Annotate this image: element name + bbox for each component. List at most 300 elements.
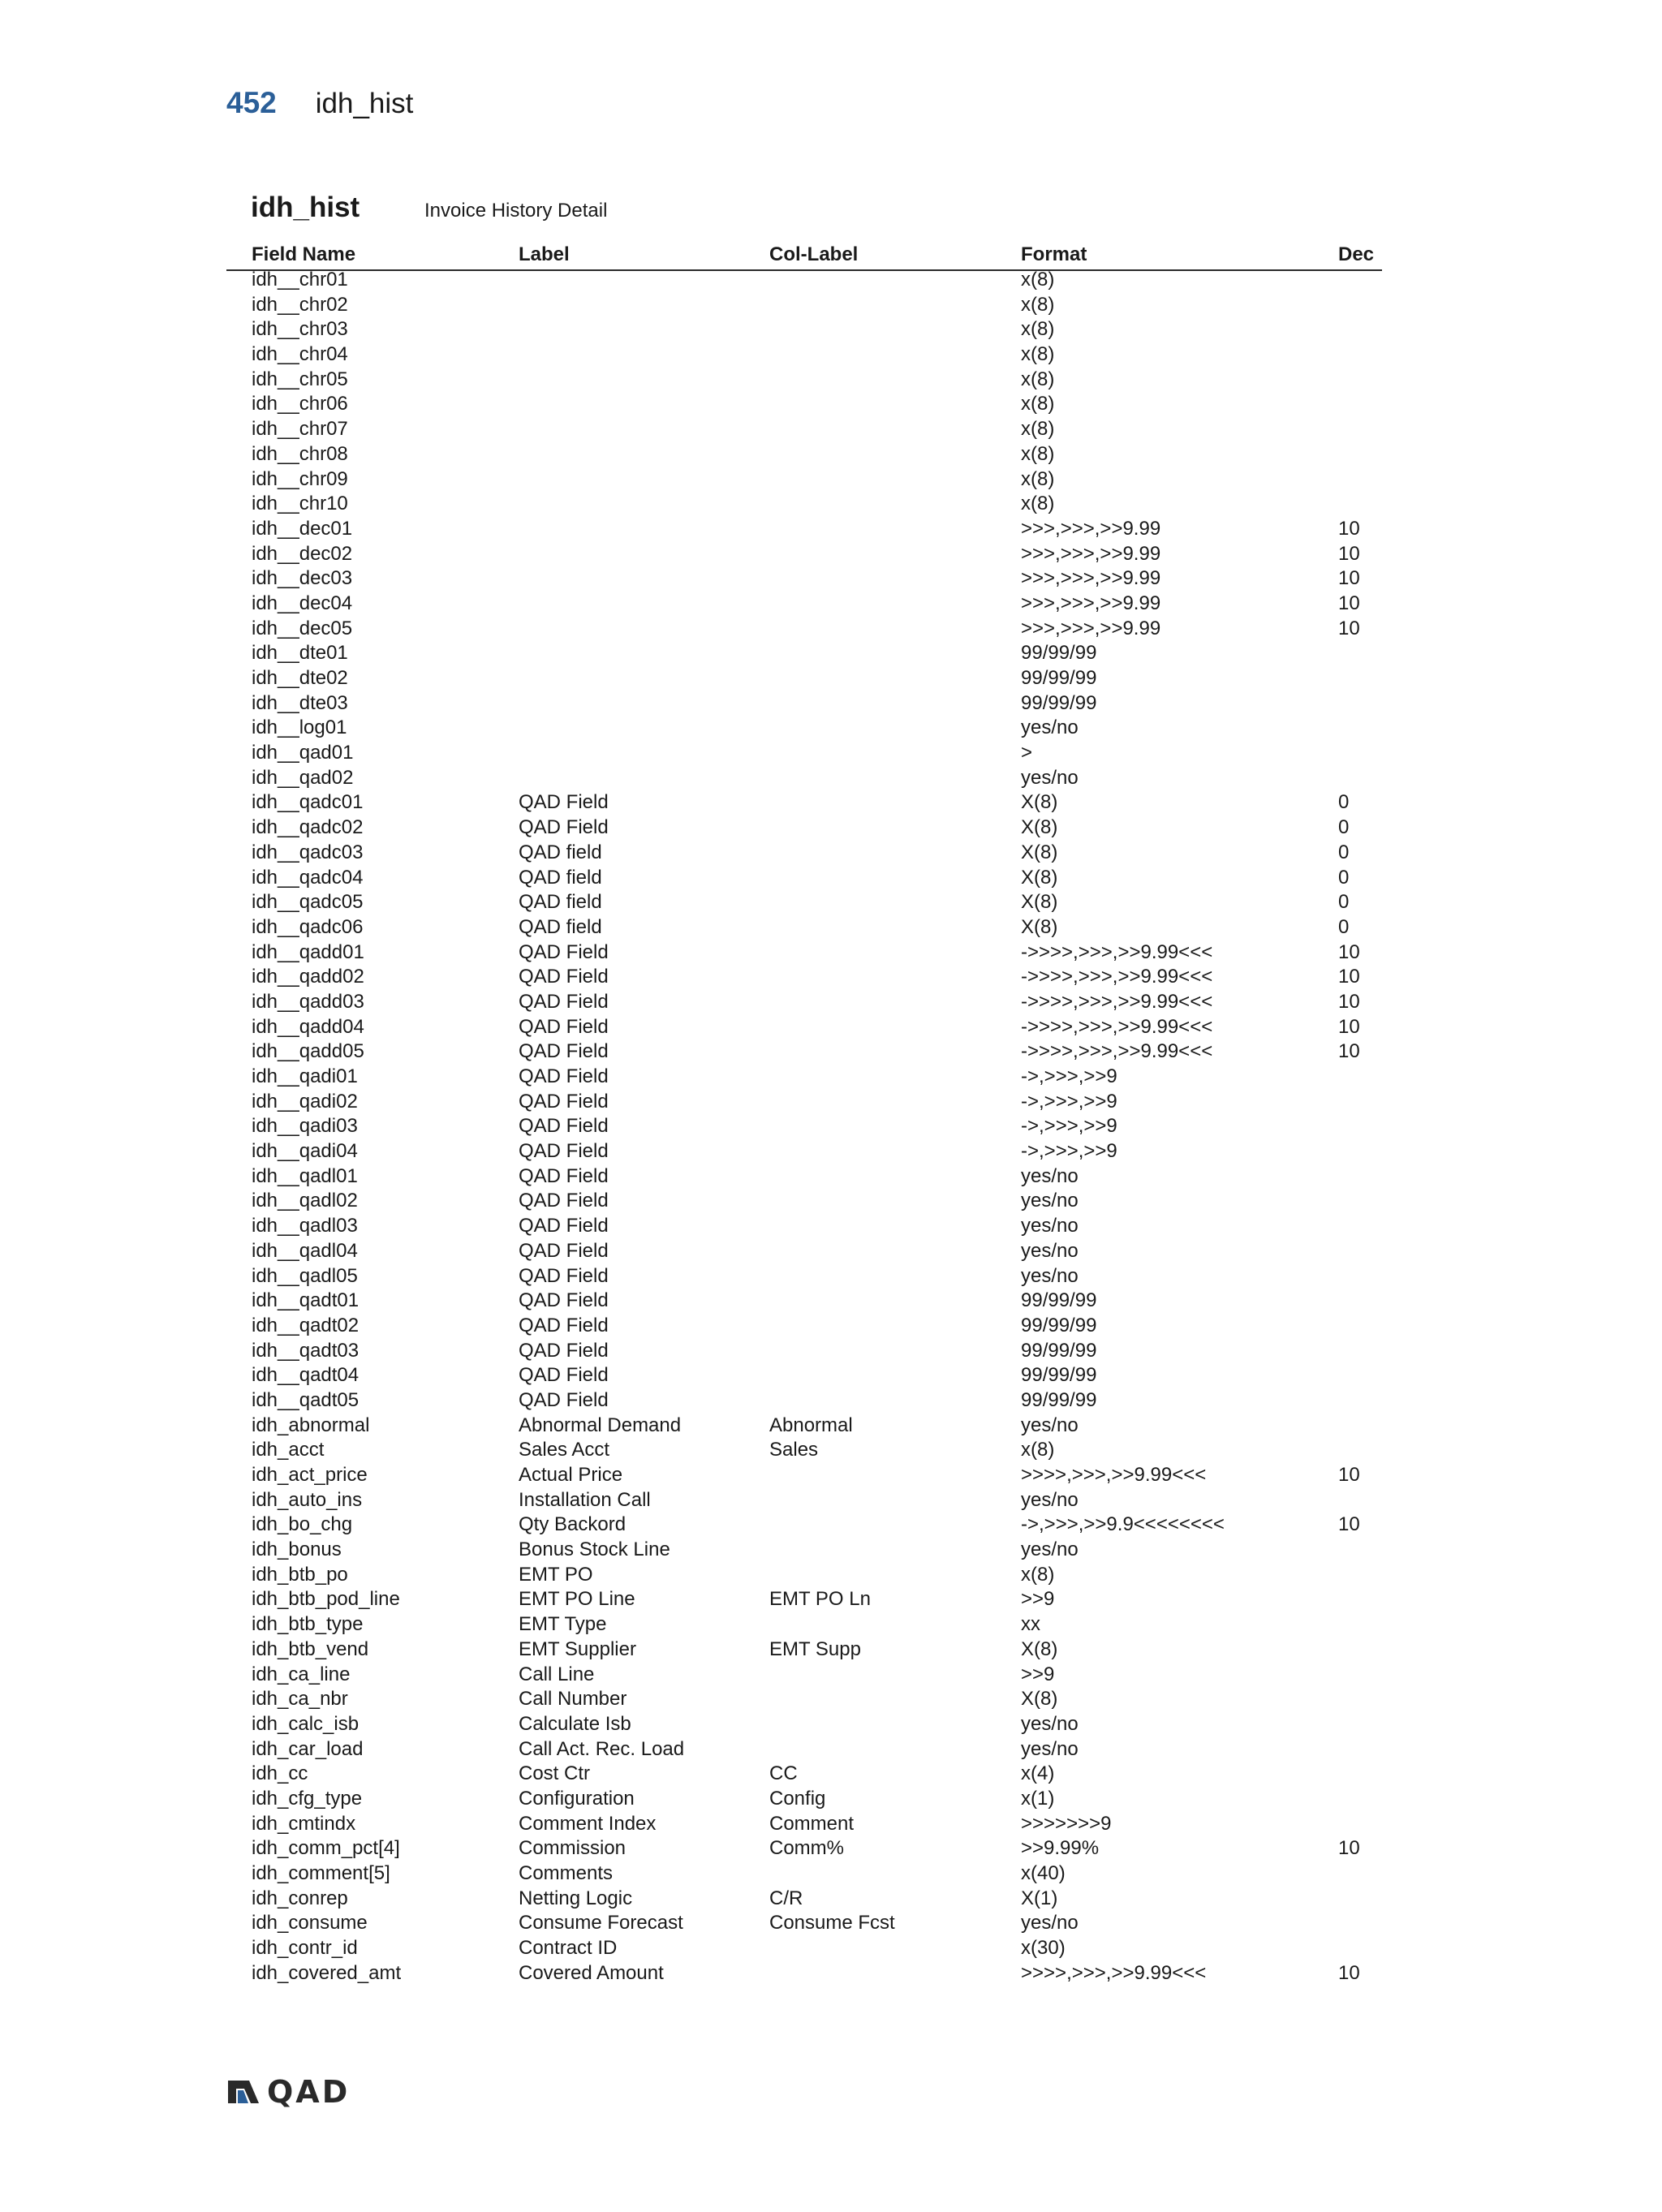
cell-field-name: idh__chr02: [252, 293, 348, 316]
table-row: [226, 1065, 1382, 1090]
cell-format: 99/99/99: [1021, 1314, 1097, 1336]
cell-field-name: idh__qadi01: [252, 1065, 358, 1087]
table-row: [226, 741, 1382, 766]
cell-field-name: idh__chr05: [252, 368, 348, 390]
cell-field-name: idh__chr08: [252, 442, 348, 465]
cell-field-name: idh__qadc01: [252, 791, 364, 814]
cell-label: QAD Field: [519, 1364, 609, 1387]
cell-field-name: idh__qadl03: [252, 1215, 358, 1237]
table-row: [226, 1762, 1382, 1787]
cell-label: Bonus Stock Line: [519, 1539, 670, 1561]
cell-format: ->>>>,>>>,>>9.99<<<: [1021, 1040, 1213, 1063]
cell-field-name: idh__qadd01: [252, 940, 364, 963]
cell-dec: 10: [1338, 1015, 1360, 1038]
table-row: [226, 666, 1382, 691]
cell-dec: 10: [1338, 542, 1360, 565]
table-row: [226, 1164, 1382, 1190]
cell-format: ->>>>,>>>,>>9.99<<<: [1021, 966, 1213, 988]
cell-format: ->,>>>,>>9: [1021, 1090, 1117, 1112]
cell-col-label: EMT Supp: [769, 1637, 861, 1660]
cell-col-label: Abnormal: [769, 1414, 853, 1436]
cell-format: yes/no: [1021, 1190, 1079, 1212]
cell-format: ->>>>,>>>,>>9.99<<<: [1021, 940, 1213, 963]
cell-label: QAD Field: [519, 1190, 609, 1212]
table-row: [226, 293, 1382, 318]
cell-format: yes/no: [1021, 1164, 1079, 1187]
cell-label: QAD field: [519, 841, 602, 863]
cell-dec: 10: [1338, 567, 1360, 590]
cell-format: 99/99/99: [1021, 642, 1097, 665]
cell-label: Calculate Isb: [519, 1712, 631, 1735]
cell-label: QAD Field: [519, 1388, 609, 1411]
cell-field-name: idh__qadl04: [252, 1239, 358, 1262]
cell-label: QAD Field: [519, 1140, 609, 1163]
cell-label: QAD Field: [519, 1164, 609, 1187]
cell-label: QAD field: [519, 866, 602, 889]
cell-dec: 10: [1338, 1040, 1360, 1063]
cell-field-name: idh__chr03: [252, 318, 348, 341]
cell-dec: 10: [1338, 1513, 1360, 1536]
cell-dec: 10: [1338, 617, 1360, 639]
cell-field-name: idh_acct: [252, 1439, 325, 1461]
cell-field-name: idh__qadl01: [252, 1164, 358, 1187]
table-row: [226, 1737, 1382, 1762]
table-row: [226, 1239, 1382, 1264]
cell-format: >>>,>>>,>>9.99: [1021, 542, 1161, 565]
table-row: [226, 965, 1382, 990]
cell-col-label: Consume Fcst: [769, 1912, 895, 1934]
cell-format: >>>,>>>,>>9.99: [1021, 517, 1161, 540]
cell-field-name: idh_ca_line: [252, 1663, 351, 1685]
page-header: [226, 86, 413, 120]
table-row: [226, 766, 1382, 791]
table-row: [226, 1264, 1382, 1289]
table-row: [226, 1961, 1382, 1986]
table-row: [226, 1039, 1382, 1065]
cell-label: Actual Price: [519, 1464, 623, 1486]
table-row: [226, 1587, 1382, 1612]
column-header-field-name: Field Name: [252, 243, 356, 265]
table-row: [226, 1314, 1382, 1339]
table-row: [226, 1363, 1382, 1388]
cell-col-label: EMT PO Ln: [769, 1588, 871, 1611]
cell-format: >>>,>>>,>>9.99: [1021, 592, 1161, 614]
cell-label: QAD Field: [519, 1115, 609, 1138]
cell-format: yes/no: [1021, 1414, 1079, 1436]
cell-field-name: idh__dec03: [252, 567, 353, 590]
table-row: [226, 1015, 1382, 1040]
table-row: [226, 841, 1382, 866]
cell-format: 99/99/99: [1021, 1289, 1097, 1312]
cell-field-name: idh__qadi04: [252, 1140, 358, 1163]
cell-format: x(8): [1021, 393, 1055, 415]
cell-field-name: idh_contr_id: [252, 1937, 358, 1960]
table-row: [226, 915, 1382, 940]
table-row: [226, 517, 1382, 542]
table-row: [226, 1189, 1382, 1214]
cell-field-name: idh_consume: [252, 1912, 368, 1934]
table-row: [226, 467, 1382, 493]
table-row: [226, 1339, 1382, 1364]
cell-dec: 0: [1338, 841, 1350, 863]
cell-label: QAD Field: [519, 1339, 609, 1362]
cell-format: X(8): [1021, 1688, 1058, 1711]
cell-format: ->,>>>,>>9.9<<<<<<<<: [1021, 1513, 1225, 1536]
cell-dec: 10: [1338, 1464, 1360, 1486]
cell-format: 99/99/99: [1021, 1339, 1097, 1362]
cell-col-label: Config: [769, 1787, 826, 1810]
page-header-title: idh_hist: [315, 88, 414, 119]
cell-field-name: idh__qadi02: [252, 1090, 358, 1112]
cell-label: QAD Field: [519, 791, 609, 814]
cell-field-name: idh__qadc03: [252, 841, 364, 863]
cell-format: X(8): [1021, 866, 1058, 889]
table-row: [226, 691, 1382, 717]
cell-field-name: idh_btb_vend: [252, 1637, 369, 1660]
cell-dec: 0: [1338, 866, 1350, 889]
cell-format: 99/99/99: [1021, 691, 1097, 714]
cell-dec: 10: [1338, 1837, 1360, 1860]
cell-dec: 0: [1338, 915, 1350, 938]
cell-format: x(4): [1021, 1762, 1055, 1785]
table-row: [226, 1289, 1382, 1314]
cell-label: Cost Ctr: [519, 1762, 591, 1785]
cell-field-name: idh__qadl05: [252, 1264, 358, 1287]
cell-format: X(8): [1021, 816, 1058, 839]
table-row: [226, 368, 1382, 393]
cell-field-name: idh__qadd02: [252, 966, 364, 988]
cell-field-name: idh__chr04: [252, 343, 348, 366]
cell-format: x(8): [1021, 368, 1055, 390]
cell-label: Call Number: [519, 1688, 627, 1711]
table-row: [226, 1414, 1382, 1439]
table-row: [226, 1887, 1382, 1912]
cell-format: >>>>>>>9: [1021, 1812, 1112, 1835]
cell-label: Consume Forecast: [519, 1912, 683, 1934]
cell-col-label: Comm%: [769, 1837, 845, 1860]
cell-label: Abnormal Demand: [519, 1414, 682, 1436]
cell-dec: 0: [1338, 891, 1350, 914]
cell-field-name: idh__qadd03: [252, 990, 364, 1013]
cell-format: ->>>>,>>>,>>9.99<<<: [1021, 1015, 1213, 1038]
cell-field-name: idh_btb_pod_line: [252, 1588, 400, 1611]
qad-logo-icon: [226, 2077, 260, 2107]
cell-format: yes/no: [1021, 1712, 1079, 1735]
table-row: [226, 790, 1382, 816]
cell-format: X(8): [1021, 841, 1058, 863]
cell-field-name: idh_comm_pct[4]: [252, 1837, 400, 1860]
table-row: [226, 1836, 1382, 1861]
cell-field-name: idh__dec01: [252, 517, 353, 540]
cell-format: x(8): [1021, 1563, 1055, 1586]
cell-format: x(1): [1021, 1787, 1055, 1810]
table-row: [226, 1438, 1382, 1463]
cell-label: QAD Field: [519, 990, 609, 1013]
cell-format: X(8): [1021, 891, 1058, 914]
table-row: [226, 1090, 1382, 1115]
cell-field-name: idh__chr06: [252, 393, 348, 415]
cell-dec: 10: [1338, 940, 1360, 963]
table-row: [226, 492, 1382, 517]
cell-format: ->,>>>,>>9: [1021, 1115, 1117, 1138]
cell-dec: 10: [1338, 990, 1360, 1013]
cell-format: x(8): [1021, 269, 1055, 290]
table-row: [226, 641, 1382, 666]
cell-field-name: idh__dec05: [252, 617, 353, 639]
cell-label: QAD Field: [519, 1239, 609, 1262]
cell-label: Netting Logic: [519, 1887, 633, 1909]
cell-field-name: idh__dec02: [252, 542, 353, 565]
cell-label: EMT PO: [519, 1563, 593, 1586]
table-row: [226, 442, 1382, 467]
cell-format: >>>>,>>>,>>9.99<<<: [1021, 1464, 1207, 1486]
cell-field-name: idh__dec04: [252, 592, 353, 614]
cell-dec: 0: [1338, 791, 1350, 814]
cell-field-name: idh_auto_ins: [252, 1488, 363, 1511]
cell-field-name: idh_btb_po: [252, 1563, 348, 1586]
cell-field-name: idh__qadt04: [252, 1364, 360, 1387]
cell-field-name: idh__qadc02: [252, 816, 364, 839]
cell-field-name: idh__chr09: [252, 467, 348, 490]
cell-label: QAD Field: [519, 940, 609, 963]
table-row: [226, 1114, 1382, 1139]
cell-label: Commission: [519, 1837, 626, 1860]
cell-field-name: idh__qadc05: [252, 891, 364, 914]
cell-label: QAD Field: [519, 816, 609, 839]
table-row: [226, 1488, 1382, 1513]
table-row: [226, 716, 1382, 741]
cell-format: ->,>>>,>>9: [1021, 1065, 1117, 1087]
cell-label: Covered Amount: [519, 1961, 664, 1984]
cell-format: yes/no: [1021, 766, 1079, 789]
cell-format: 99/99/99: [1021, 1364, 1097, 1387]
cell-format: >>9.99%: [1021, 1837, 1100, 1860]
cell-label: QAD Field: [519, 1040, 609, 1063]
cell-format: x(40): [1021, 1862, 1066, 1884]
cell-dec: 10: [1338, 517, 1360, 540]
cell-format: xx: [1021, 1613, 1040, 1636]
table-row: [226, 1911, 1382, 1936]
cell-format: >>9: [1021, 1588, 1055, 1611]
table-row: [226, 1812, 1382, 1837]
cell-field-name: idh_cfg_type: [252, 1787, 363, 1810]
cell-format: x(8): [1021, 442, 1055, 465]
cell-field-name: idh__qadc04: [252, 866, 364, 889]
cell-label: Installation Call: [519, 1488, 651, 1511]
cell-label: EMT Type: [519, 1613, 607, 1636]
cell-format: X(8): [1021, 791, 1058, 814]
cell-field-name: idh__chr07: [252, 418, 348, 441]
cell-field-name: idh__qadt02: [252, 1314, 360, 1336]
cell-field-name: idh__qadd04: [252, 1015, 364, 1038]
cell-format: yes/no: [1021, 1239, 1079, 1262]
cell-format: >>>>,>>>,>>9.99<<<: [1021, 1961, 1207, 1984]
cell-field-name: idh_act_price: [252, 1464, 368, 1486]
table-row: [226, 890, 1382, 915]
cell-format: yes/no: [1021, 717, 1079, 739]
cell-field-name: idh__qadt03: [252, 1339, 360, 1362]
table-row: [226, 1538, 1382, 1563]
cell-label: Call Line: [519, 1663, 595, 1685]
cell-col-label: Comment: [769, 1812, 855, 1835]
table-row: [226, 1214, 1382, 1239]
table-row: [226, 317, 1382, 342]
cell-dec: 0: [1338, 816, 1350, 839]
cell-col-label: C/R: [769, 1887, 803, 1909]
table-row: [226, 1861, 1382, 1887]
page-number: 452: [226, 86, 277, 119]
cell-format: 99/99/99: [1021, 1388, 1097, 1411]
cell-dec: 10: [1338, 1961, 1360, 1984]
cell-format: x(8): [1021, 418, 1055, 441]
cell-field-name: idh__qadi03: [252, 1115, 358, 1138]
cell-format: x(8): [1021, 293, 1055, 316]
table-row: [226, 1139, 1382, 1164]
cell-field-name: idh_bonus: [252, 1539, 342, 1561]
table-row: [226, 392, 1382, 417]
footer-logo: [226, 2074, 350, 2110]
table-row: [226, 1663, 1382, 1688]
cell-label: QAD Field: [519, 1065, 609, 1087]
table-row: [226, 542, 1382, 567]
cell-format: yes/no: [1021, 1539, 1079, 1561]
cell-label: Sales Acct: [519, 1439, 610, 1461]
cell-label: EMT PO Line: [519, 1588, 635, 1611]
cell-format: ->,>>>,>>9: [1021, 1140, 1117, 1163]
cell-field-name: idh_bo_chg: [252, 1513, 353, 1536]
table-name: idh_hist: [251, 192, 360, 223]
cell-format: yes/no: [1021, 1215, 1079, 1237]
table-row: [226, 940, 1382, 966]
cell-label: QAD Field: [519, 1090, 609, 1112]
cell-dec: 10: [1338, 592, 1360, 614]
cell-format: yes/no: [1021, 1264, 1079, 1287]
table-row: [226, 342, 1382, 368]
table-row: [226, 1463, 1382, 1488]
cell-col-label: Sales: [769, 1439, 819, 1461]
table-row: [226, 816, 1382, 841]
cell-label: Call Act. Rec. Load: [519, 1737, 685, 1760]
cell-format: X(8): [1021, 1637, 1058, 1660]
cell-format: yes/no: [1021, 1488, 1079, 1511]
cell-label: QAD field: [519, 915, 602, 938]
field-table-body: [226, 268, 1382, 1986]
cell-field-name: idh__log01: [252, 717, 347, 739]
table-row: [226, 1936, 1382, 1961]
cell-label: Contract ID: [519, 1937, 618, 1960]
cell-field-name: idh_cc: [252, 1762, 308, 1785]
table-row: [226, 1513, 1382, 1538]
cell-field-name: idh__qadl02: [252, 1190, 358, 1212]
column-header-format: Format: [1021, 243, 1087, 265]
cell-field-name: idh_conrep: [252, 1887, 348, 1909]
table-row: [226, 592, 1382, 617]
column-header-col-label: Col-Label: [769, 243, 859, 265]
column-header-row: [226, 240, 1382, 271]
cell-field-name: idh__chr10: [252, 493, 348, 515]
cell-field-name: idh__chr01: [252, 269, 348, 290]
column-header-dec: Dec: [1338, 243, 1375, 265]
cell-label: QAD Field: [519, 1314, 609, 1336]
cell-field-name: idh_ca_nbr: [252, 1688, 348, 1711]
table-row: [226, 268, 1382, 293]
table-row: [226, 1388, 1382, 1414]
cell-field-name: idh_abnormal: [252, 1414, 370, 1436]
cell-field-name: idh_calc_isb: [252, 1712, 360, 1735]
cell-field-name: idh__qadc06: [252, 915, 364, 938]
cell-label: QAD Field: [519, 1215, 609, 1237]
column-header-label: Label: [519, 243, 570, 265]
cell-field-name: idh__dte03: [252, 691, 348, 714]
cell-format: x(8): [1021, 318, 1055, 341]
cell-label: EMT Supplier: [519, 1637, 636, 1660]
cell-field-name: idh_car_load: [252, 1737, 364, 1760]
cell-field-name: idh__qad02: [252, 766, 354, 789]
table-row: [226, 566, 1382, 592]
cell-field-name: idh_covered_amt: [252, 1961, 402, 1984]
table-row: [226, 990, 1382, 1015]
table-description: Invoice History Detail: [424, 200, 608, 222]
cell-format: x(8): [1021, 1439, 1055, 1461]
table-row: [226, 617, 1382, 642]
cell-dec: 10: [1338, 966, 1360, 988]
table-row: [226, 1787, 1382, 1812]
qad-logo-text: QAD: [267, 2074, 351, 2110]
cell-field-name: idh_cmtindx: [252, 1812, 356, 1835]
table-row: [226, 1563, 1382, 1588]
cell-format: yes/no: [1021, 1912, 1079, 1934]
cell-format: yes/no: [1021, 1737, 1079, 1760]
table-row: [226, 1687, 1382, 1712]
cell-format: >>>,>>>,>>9.99: [1021, 617, 1161, 639]
cell-field-name: idh__qadd05: [252, 1040, 364, 1063]
cell-field-name: idh__qadt01: [252, 1289, 360, 1312]
table-row: [226, 866, 1382, 891]
cell-format: X(8): [1021, 915, 1058, 938]
cell-format: >>9: [1021, 1663, 1055, 1685]
cell-format: 99/99/99: [1021, 667, 1097, 689]
cell-field-name: idh__dte02: [252, 667, 348, 689]
cell-format: >>>,>>>,>>9.99: [1021, 567, 1161, 590]
cell-label: Comment Index: [519, 1812, 657, 1835]
cell-label: Comments: [519, 1862, 614, 1884]
cell-field-name: idh__qadt05: [252, 1388, 360, 1411]
table-row: [226, 417, 1382, 442]
cell-format: x(8): [1021, 467, 1055, 490]
cell-col-label: CC: [769, 1762, 798, 1785]
cell-label: Qty Backord: [519, 1513, 626, 1536]
table-title: [251, 192, 607, 224]
cell-field-name: idh__dte01: [252, 642, 348, 665]
cell-format: x(30): [1021, 1937, 1066, 1960]
cell-field-name: idh_comment[5]: [252, 1862, 390, 1884]
cell-label: QAD Field: [519, 966, 609, 988]
table-row: [226, 1712, 1382, 1737]
cell-format: x(8): [1021, 343, 1055, 366]
table-row: [226, 1612, 1382, 1637]
cell-label: QAD Field: [519, 1289, 609, 1312]
cell-label: QAD field: [519, 891, 602, 914]
cell-format: x(8): [1021, 493, 1055, 515]
cell-format: X(1): [1021, 1887, 1058, 1909]
cell-field-name: idh__qad01: [252, 742, 354, 764]
table-row: [226, 1637, 1382, 1663]
cell-label: QAD Field: [519, 1015, 609, 1038]
cell-label: Configuration: [519, 1787, 635, 1810]
cell-field-name: idh_btb_type: [252, 1613, 364, 1636]
cell-format: >: [1021, 742, 1033, 764]
cell-format: ->>>>,>>>,>>9.99<<<: [1021, 990, 1213, 1013]
